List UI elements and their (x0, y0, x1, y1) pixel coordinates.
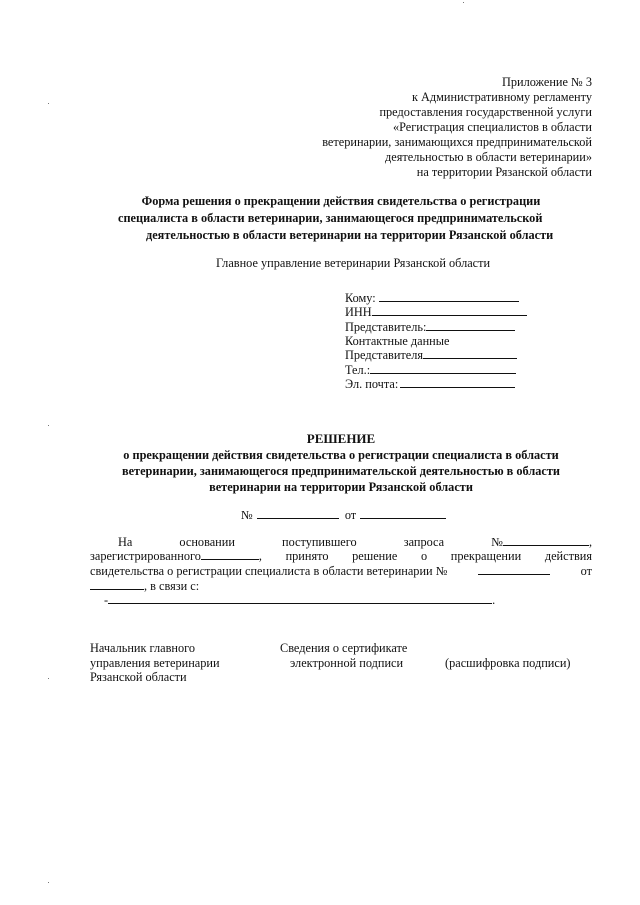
email-field[interactable] (400, 377, 515, 388)
appendix-line: деятельностью в области ветеринарии» (385, 150, 592, 164)
decision-subtitle: ветеринарии на территории Рязанской области (209, 480, 473, 494)
scan-dot (48, 103, 49, 104)
certificate-info: Сведения о сертификате (280, 641, 408, 655)
form-title-line: специалиста в области ветеринарии, занимающегося предпринимательской (118, 211, 543, 225)
body-line-4: , в связи с: (90, 579, 199, 593)
to-field[interactable] (379, 291, 519, 302)
appendix-line: ветеринарии, занимающихся предпринимательской (322, 135, 592, 149)
recipient-representative: Представитель: (345, 320, 515, 334)
contacts-field[interactable] (423, 348, 517, 359)
recipient-to: Кому: (345, 291, 519, 305)
certificate-info: электронной подписи (290, 656, 404, 670)
appendix-line: Приложение № 3 (501, 75, 592, 89)
certificate-number-field[interactable] (478, 564, 550, 575)
body-line-5: - . (104, 593, 496, 607)
reason-field[interactable] (108, 593, 492, 604)
certificate-date-field[interactable] (90, 579, 144, 590)
recipient-phone: Тел.: (345, 363, 516, 377)
decision-date-field[interactable] (360, 508, 446, 519)
representative-field[interactable] (426, 320, 515, 331)
authority-name: Главное управление ветеринарии Рязанской области (216, 256, 491, 270)
scan-dot (48, 678, 49, 679)
signature-decoding: (расшифровка подписи) (445, 656, 571, 670)
signer-post: Начальник главного (90, 641, 195, 655)
request-number-field[interactable] (503, 535, 589, 546)
decision-subtitle: о прекращении действия свидетельства о регистрации специалиста в области (123, 448, 559, 462)
body-line-1: На основании поступившего запроса № , (118, 535, 593, 549)
decision-subtitle: ветеринарии, занимающегося предпринимательской деятельностью в области (121, 464, 561, 478)
scan-dot (48, 425, 49, 426)
signer-post: Рязанской области (90, 670, 187, 684)
recipient-inn: ИНН (345, 305, 527, 319)
form-title-line: деятельностью в области ветеринарии на территории Рязанской области (146, 228, 554, 242)
body-line-3: свидетельства о регистрации специалиста в области ветеринарии № от (90, 564, 592, 578)
recipient-email: Эл. почта: (345, 377, 515, 391)
appendix-line: на территории Рязанской области (416, 165, 592, 179)
scan-dot (463, 2, 464, 3)
form-title-line: Форма решения о прекращении действия свидетельства о регистрации (141, 194, 541, 208)
appendix-line: предоставления государственной услуги (379, 105, 592, 119)
inn-field[interactable] (372, 305, 527, 316)
decision-heading: РЕШЕНИЕ (306, 431, 376, 446)
registered-date-field[interactable] (201, 549, 259, 560)
decision-number-field[interactable] (257, 508, 339, 519)
body-line-2: зарегистрированного , принято решение о прекращении действия (90, 549, 592, 563)
phone-field[interactable] (370, 363, 516, 374)
appendix-line: к Административному регламенту (411, 90, 592, 104)
recipient-representative-gen: Представителя (345, 348, 517, 362)
decision-number-line: № от (241, 508, 446, 522)
scan-dot (48, 882, 49, 883)
appendix-line: «Регистрация специалистов в области (392, 120, 592, 134)
signer-post: управления ветеринарии (90, 656, 220, 670)
recipient-contacts: Контактные данные (345, 334, 450, 348)
